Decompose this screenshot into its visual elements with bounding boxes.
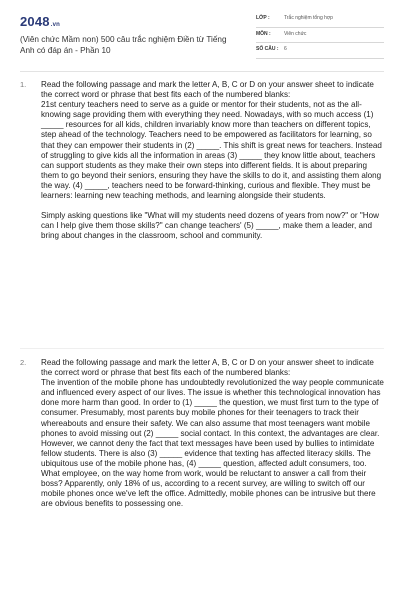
question-number: 1. — [20, 80, 27, 89]
meta-value: 6 — [284, 46, 287, 52]
logo-text: 2048 — [20, 14, 50, 29]
logo-domain: .vn — [50, 22, 61, 28]
meta-value: Viên chức — [284, 30, 307, 37]
meta-row-subject — [256, 28, 384, 44]
question-number: 2. — [20, 358, 27, 367]
question-text: Read the following passage and mark the letter A, B, C or D on your answer sheet to indicate the correct word or phrase that best fits each of the numbered blanks: The invention of the mobile phone has undoubtedly revolutionized the way people communicate and influenced every aspect of our lives. The issue is whether this technological innovation has done more harm than good. In order to (1) _____ the question, we must first turn to the type of consumer. Presumably, most parents buy mobile phones for their teenagers to track their whereabouts and ensure their safety. We can also assume that most teenagers want mobile phones to avoid missing out (2) _____ social contact. In this context, the advantages are clear. However, we cannot deny the fact that text messages have been used by bullies to intimidate fellow students. There is also (3) _____ evidence that texting has affected literacy skills. The ubiquitous use of the mobile phone has, (4) _____ question, affected adult consumers, too. What employee, on the way home from work, would be reluctant to answer a call from their boss? Apparently, only 18% of us, according to a recent survey, are willing to switch off our mobile phones once we've left the office. Admittedly, mobile phones can be intrusive but there are obvious benefits to possessing one. — [41, 358, 384, 509]
question-divider — [20, 348, 384, 349]
meta-row-question-count — [256, 43, 384, 59]
meta-key: SỐ CÂU : — [256, 46, 279, 52]
page-header — [20, 12, 384, 64]
question-text: Read the following passage and mark the letter A, B, C or D on your answer sheet to indicate the correct word or phrase that best fits each of the numbered blanks: 21st century teachers need to serve as a guide or mentor for their students, not as the all-knowing sage providing them with everything they need. Nowadays, with so much access (1) _____ resources for all kids, children invariably know more than teachers on different topics, step ahead of the technology. Teachers need to be empowered as facilitators for learning, so that they can empower their students in (2) _____. This shift is great news for teachers. Instead of struggling to give kids all the information in areas (3) _____ they know little about, teachers can support students as they make their own steps into different fields. It is about preparing them to go beyond their seniors, ensuring they have the skills to do it, and assisting them along the way. (4) _____, teachers need to be forward-thinking, curious and flexible. They must be learners: learning new teaching methods, and learning alongside their students. Simply asking questions like "What will my students need dozens of years from now?" or "How can I help give them those skills?" can change teachers' (5) _____, make them a leader, and bring about changes in the classroom, school and community. — [41, 80, 382, 241]
site-logo[interactable] — [20, 14, 60, 29]
header-divider — [20, 71, 384, 72]
meta-key: MÔN : — [256, 30, 271, 37]
meta-value: Trắc nghiệm tổng hợp — [284, 15, 333, 21]
meta-key: LỚP : — [256, 15, 270, 21]
document-meta — [256, 12, 384, 59]
meta-row-class — [256, 12, 384, 28]
document-title: (Viên chức Mầm non) 500 câu trắc nghiệm Điền từ Tiếng Anh có đáp án - Phần 10 — [20, 35, 227, 55]
